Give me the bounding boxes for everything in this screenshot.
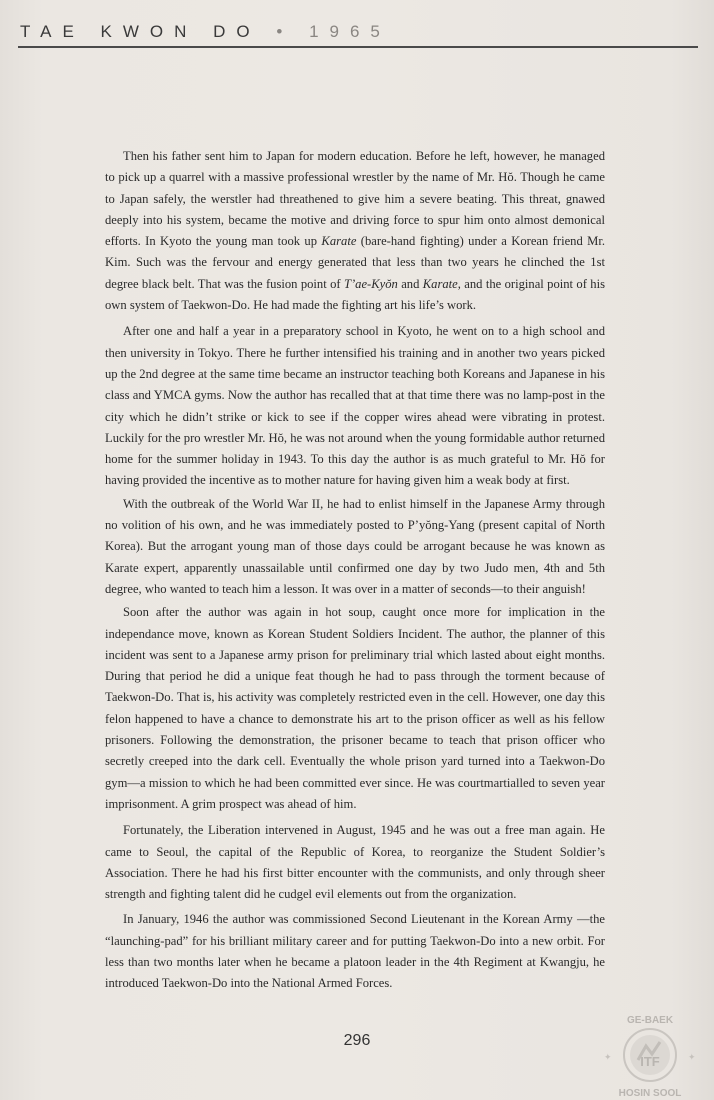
running-title: TAE KWON DO [20,22,261,41]
header-rule [18,46,698,48]
paragraph-3: With the outbreak of the World War II, he had to enlist himself in the Japanese Army through no volition of his own, and he was immediately posted to P’yŏng-Yang (present capital of North Korea). But the arrogant young man of those days could be arrogant because he was known as Karate expert, apparently unassailable until confirmed one day by two Judo men, 4th and 5th degree, who wanted to teach him a lesson. It was over in a matter of seconds—to their anguish! [105,496,605,596]
paragraph-4: Soon after the author was again in hot soup, caught once more for implication in the independance move, known as Korean Student Soldiers Incident. The author, the planner of this incident was sent to a Japanese army prison for preliminary trial which lasted about eight months. During that period he did a unique feat though he had to pass through the torment because of Taekwon-Do. That is, his activity was completely restricted even in the cell. However, one day this felon happened to have a chance to demonstrate his art to the prison officer as well as his fellow prisoners. Following the demonstration, the prisoner became to teach that prison officer who secretly creeped into the dark cell. Eventually the whole prison yard turned into a Taekwon-Do gym—a mission to which he had been committed ever since. He was courtmartialled to seven year imprisonment. A grim prospect was ahead of him. [105,605,605,811]
paragraph-6: In January, 1946 the author was commissioned Second Lieutenant in the Korean Army —the “launching-pad” for his brilliant military career and for putting Taekwon-Do into a new orbit. For less than two months later when he became a platoon leader in the 4th Regiment at Kwangju, he introduced Taekwon-Do into the National Armed Forces. [105,912,605,991]
body-text [105,146,605,1000]
ge-baek-hosin-sool-logo-watermark [590,1010,710,1100]
paragraph-5: Fortunately, the Liberation intervened in August, 1945 and he was out a free man again. He came to Seoul, the capital of the Republic of Korea, to reorganize the Student Soldier’s Association. There he had his first bitter encounter with the communists, and only through sheer strength and fighting talent did he cudgel evil elements out from the organization. [105,823,605,902]
header-separator: • [276,22,294,41]
paragraph-2: After one and half a year in a preparatory school in Kyoto, he went on to a high school and then university in Tokyo. There he further intensified his training and in another two years picked up the 2nd degree at the same time became an instructor teaching both Koreans and Japanese in his class and YMCA gyms. Now the author has recalled that at that time there was no lamp-post in the city which he didn’t strike or kick to see if the copper wires ahead were vibrating in protest. Luckily for the pro wrestler Mr. Hŏ, he was not around when the young formidable author returned home for the summer holiday in 1943. To this day the author is as much grateful to Mr. Hŏ for having provided the incentive as to mother nature for having given him a weak body at first. [105,324,605,488]
paragraph-1 [105,146,605,316]
running-header [20,22,391,42]
text-run: (bare-hand fighting) under a Korean friend Mr. Kim. Such was the fervour and energy generated that less than two years he clinched the 1st degree black belt. That was the fusion point of [105,234,605,291]
text-run: and [397,276,423,291]
italic-term: Karate [422,276,458,291]
italic-term: T’ae-Kyŏn [343,276,398,291]
logo-middle-text: ITF [640,1054,660,1069]
logo-bottom-text: HOSIN SOOL [618,1088,682,1099]
italic-term: Karate [321,234,357,249]
logo-left-glyph: ✦ [604,1053,612,1063]
text-run: , and the original point of his own system of Taekwon-Do. He had made the fighting art his life’s work. [105,276,605,313]
logo-top-text: GE-BAEK [626,1015,674,1026]
text-run: Then his father sent him to Japan for modern education. Before he left, however, he managed to pick up a quarrel with a massive professional wrestler by the name of Mr. Hŏ. Though he came to Japan safely, the werstler had threathened to give him a severe beating. This threat, gnawed deeply into his system, became the motive and driving force to spur him onto almost demonical efforts. In Kyoto the young man took up [105,149,605,249]
logo-right-glyph: ✦ [688,1053,696,1063]
page-number: 296 [343,1032,371,1049]
header-year: 1965 [309,22,391,41]
